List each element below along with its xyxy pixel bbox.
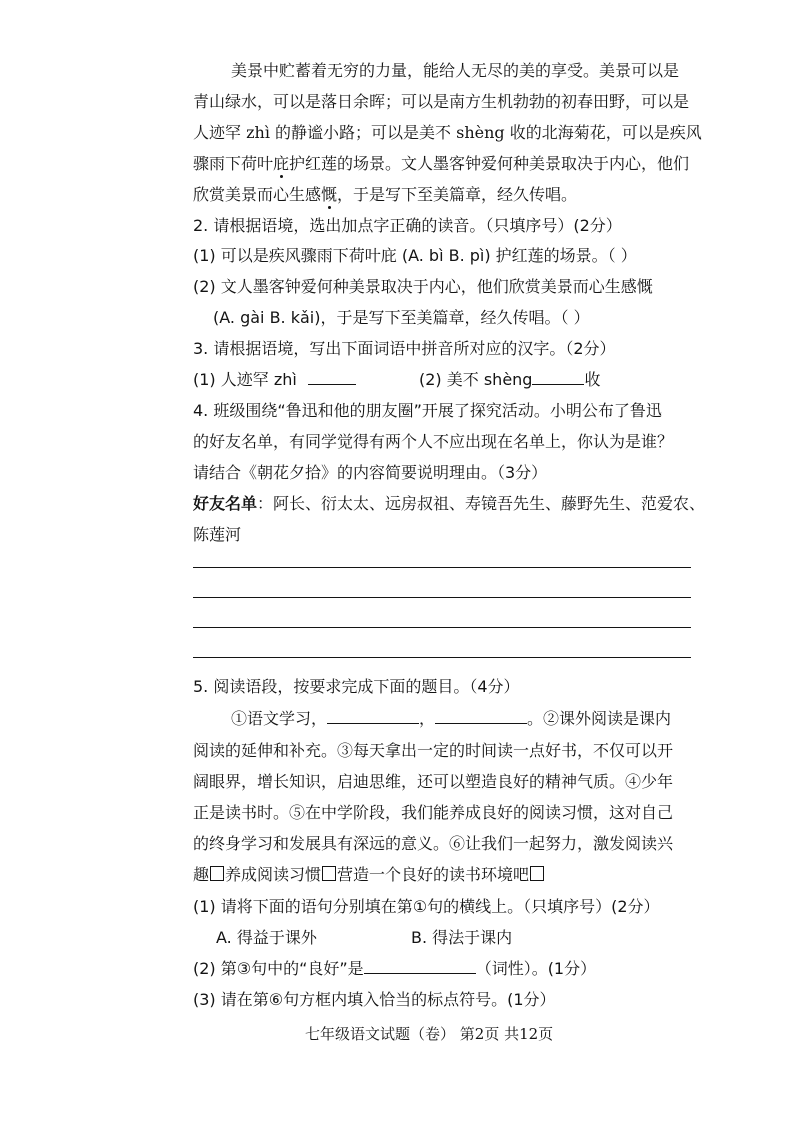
- friend-list-cont: 陈莲河: [193, 525, 242, 544]
- q5-sub-1: (1) 请将下面的语句分别填在第①句的横线上。（只填序号）(2分）: [193, 897, 660, 916]
- q5-para-text: 营造一个良好的读书环境吧: [337, 865, 530, 884]
- q3-sub-2-text: (2) 美不 shèng: [419, 370, 533, 389]
- answer-line[interactable]: [193, 567, 691, 568]
- q3-stem: 3. 请根据语境，写出下面词语中拼音所对应的汉字。（2分）: [193, 339, 616, 358]
- passage-text: 骤雨下荷叶: [193, 154, 274, 173]
- q5-para-text: 趣: [193, 865, 210, 884]
- q2-sub-1: (1) 可以是疾风骤雨下荷叶庇 (A. bì B. pì) 护红莲的场景。（ ）: [193, 246, 637, 265]
- friend-list: [193, 493, 705, 515]
- q3-sub-1: [193, 369, 356, 391]
- passage-line-4: [193, 153, 689, 175]
- q4-stem-2: 的好友名单，有同学觉得有两个人不应出现在名单上，你认为是谁？: [193, 432, 674, 451]
- passage-line-1: 美景中贮蓄着无穷的力量，能给人无尽的美的享受。美景可以是: [231, 61, 680, 80]
- q2-sub-2: (2) 文人墨客钟爱何种美景取决于内心，他们欣赏美景而心生感慨: [193, 277, 653, 296]
- q5-option-b: B. 得法于课内: [411, 928, 513, 947]
- q5-para-line-3: 阔眼界，增长知识，启迪思维，还可以塑造良好的精神气质。④少年: [193, 772, 674, 791]
- passage-line-5: [193, 184, 577, 206]
- q5-sub-2-text: (2) 第③句中的“良好”是: [193, 959, 364, 978]
- q4-stem-1: 4. 班级围绕“鲁迅和他的朋友圈”开展了探究活动。小明公布了鲁迅: [193, 401, 662, 420]
- friend-list-label: 好友名单: [193, 494, 258, 513]
- answer-line[interactable]: [193, 657, 691, 658]
- q5-para-text: 养成阅读习惯: [225, 865, 322, 884]
- q2-sub-2-cont: (A. gài B. kǎi)，于是写下至美篇章，经久传唱。（ ）: [213, 308, 590, 327]
- q5-para-text: 。②课外阅读是课内: [527, 709, 672, 728]
- answer-blank[interactable]: [308, 370, 356, 385]
- q4-stem-3: 请结合《朝花夕拾》的内容简要说明理由。（3分）: [193, 463, 548, 482]
- answer-blank[interactable]: [364, 959, 476, 974]
- q2-stem: 2. 请根据语境，选出加点字正确的读音。（只填序号）(2分）: [193, 216, 622, 235]
- punctuation-box[interactable]: [530, 866, 544, 881]
- q5-para-line-1: [231, 708, 671, 730]
- passage-text: 欣赏美景而心生感: [193, 185, 322, 204]
- q3-sub-1-text: (1) 人迹罕 zhì: [193, 370, 297, 389]
- passage-line-2: 青山绿水，可以是落日余晖；可以是南方生机勃勃的初春田野，可以是: [193, 92, 690, 111]
- punctuation-box[interactable]: [210, 866, 224, 881]
- answer-blank[interactable]: [435, 709, 527, 724]
- emphasis-dot-char: 慨: [321, 185, 338, 204]
- page-footer: 七年级语文试题（卷） 第2页 共12页: [305, 1025, 554, 1043]
- q5-para-text: ①语文学习，: [231, 709, 328, 728]
- passage-text: 护红莲的场景。文人墨客钟爱何种美景取决于内心，他们: [289, 154, 690, 173]
- punctuation-box[interactable]: [322, 866, 336, 881]
- answer-line[interactable]: [193, 597, 691, 598]
- q5-para-line-2: 阅读的延伸和补充。③每天拿出一定的时间读一点好书，不仅可以开: [193, 741, 674, 760]
- q5-option-a: A. 得益于课外: [216, 928, 317, 947]
- q3-sub-2: [419, 369, 600, 391]
- answer-line[interactable]: [193, 627, 691, 628]
- q5-para-line-5: 的终身学习和发展具有深远的意义。⑥让我们一起努力，激发阅读兴: [193, 834, 674, 853]
- answer-blank[interactable]: [327, 709, 419, 724]
- answer-blank[interactable]: [532, 370, 584, 385]
- friend-list-items: ：阿长、衍太太、远房叔祖、寿镜吾先生、藤野先生、范爱农、: [257, 494, 706, 513]
- q5-sub-2: [193, 958, 596, 980]
- q5-stem: 5. 阅读语段，按要求完成下面的题目。（4分）: [193, 677, 520, 696]
- q5-para-sep: ，: [419, 709, 436, 728]
- q3-sub-2-tail: 收: [584, 370, 601, 389]
- q5-para-line-4: 正是读书时。⑤在中学阶段，我们能养成良好的阅读习惯，这对自己: [193, 803, 674, 822]
- emphasis-dot-char: 庇: [273, 154, 290, 173]
- passage-line-3: 人迹罕 zhì 的静谧小路；可以是美不 shèng 收的北海菊花，可以是疾风: [193, 123, 702, 142]
- q5-sub-3: (3) 请在第⑥句方框内填入恰当的标点符号。(1分）: [193, 990, 556, 1009]
- q5-para-line-6: [193, 864, 545, 886]
- passage-text: ，于是写下至美篇章，经久传唱。: [337, 185, 578, 204]
- q5-sub-2-tail: （词性）。(1分）: [475, 959, 597, 978]
